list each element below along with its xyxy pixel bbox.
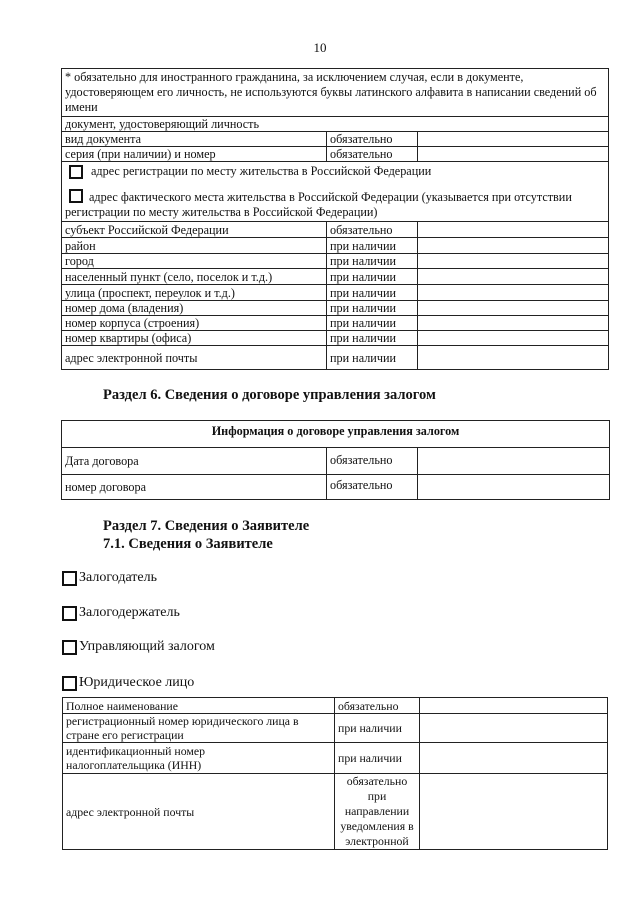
row-status: обязательно (327, 132, 418, 147)
row-label: район (62, 238, 327, 254)
building-number-field[interactable] (418, 316, 609, 331)
row-status: при наличии (335, 743, 420, 774)
row-status: при наличии (327, 301, 418, 316)
row-status: при наличии (335, 714, 420, 743)
legal-entity-table (62, 697, 608, 850)
row-label: Полное наименование (63, 698, 335, 714)
row-status: обязательно (327, 222, 418, 238)
district-field[interactable] (418, 238, 609, 254)
table-row (62, 132, 609, 147)
house-number-field[interactable] (418, 301, 609, 316)
address-option-actual[interactable] (65, 189, 605, 220)
table-row (63, 714, 608, 743)
address-option-label: адрес фактического места жительства в Российской Федерации (указывается при отсутствии регистрации по месту жительства в Российской Федерации) (65, 190, 572, 219)
role-label: Залогодержатель (79, 605, 180, 620)
role-label: Юридическое лицо (79, 675, 195, 690)
role-label: Управляющий залогом (79, 639, 215, 654)
role-pledge-manager[interactable] (62, 639, 215, 655)
page-number: 10 (313, 40, 327, 55)
row-status: обязательно (327, 475, 418, 500)
row-label: номер квартиры (офиса) (62, 331, 327, 346)
row-label: населенный пункт (село, поселок и т.д.) (62, 269, 327, 285)
region-field[interactable] (418, 222, 609, 238)
table-row (62, 448, 610, 475)
document-type-field[interactable] (418, 132, 609, 147)
row-status: обязательно (327, 448, 418, 475)
entity-email-field[interactable] (420, 774, 608, 850)
address-type-options (62, 162, 609, 222)
row-label: адрес электронной почты (62, 346, 327, 370)
row-status: обязательно при направлении уведомления в электронной (335, 774, 420, 850)
row-status: обязательно (327, 147, 418, 162)
section-7-title: Раздел 7. Сведения о Заявителе (103, 518, 310, 534)
table-row (62, 316, 609, 331)
table-row (62, 238, 609, 254)
foreign-citizen-note: * обязательно для иностранного гражданина, за исключением случая, если в документе, удостоверяющем его личность, не используются буквы латинского алфавита в написании сведений об имени (62, 69, 609, 117)
street-field[interactable] (418, 285, 609, 301)
row-status: при наличии (327, 346, 418, 370)
row-label: идентификационный номер налогоплательщика (ИНН) (63, 743, 335, 774)
row-status: при наличии (327, 238, 418, 254)
apartment-number-field[interactable] (418, 331, 609, 346)
table-row (63, 698, 608, 714)
checkbox-icon[interactable] (62, 571, 77, 586)
checkbox-icon[interactable] (69, 165, 83, 179)
registration-number-field[interactable] (420, 714, 608, 743)
table-row (63, 743, 608, 774)
table-row (62, 222, 609, 238)
row-status: при наличии (327, 254, 418, 269)
management-agreement-table (61, 420, 610, 500)
row-label: город (62, 254, 327, 269)
table-row (62, 254, 609, 269)
row-status: при наличии (327, 285, 418, 301)
role-pledgor[interactable] (62, 570, 157, 586)
role-pledgee[interactable] (62, 605, 180, 621)
checkbox-icon[interactable] (62, 606, 77, 621)
table-row (62, 331, 609, 346)
id-document-label: документ, удостоверяющий личность (62, 117, 609, 132)
address-option-registration[interactable] (69, 164, 605, 179)
table-row (62, 269, 609, 285)
row-label: Дата договора (62, 448, 327, 475)
city-field[interactable] (418, 254, 609, 269)
table-row (62, 346, 609, 370)
settlement-field[interactable] (418, 269, 609, 285)
table-row (62, 301, 609, 316)
row-status: обязательно (335, 698, 420, 714)
checkbox-icon[interactable] (62, 640, 77, 655)
checkbox-icon[interactable] (69, 189, 83, 203)
table-header: Информация о договоре управления залогом (62, 421, 610, 448)
row-label: номер корпуса (строения) (62, 316, 327, 331)
row-status: при наличии (327, 269, 418, 285)
row-label: улица (проспект, переулок и т.д.) (62, 285, 327, 301)
row-label: адрес электронной почты (63, 774, 335, 850)
agreement-number-field[interactable] (418, 475, 610, 500)
section-6-title: Раздел 6. Сведения о договоре управления залогом (103, 387, 436, 403)
document-number-field[interactable] (418, 147, 609, 162)
row-label: субъект Российской Федерации (62, 222, 327, 238)
row-label: вид документа (62, 132, 327, 147)
inn-field[interactable] (420, 743, 608, 774)
section-7-1-subtitle: 7.1. Сведения о Заявителе (103, 536, 273, 552)
table-row (62, 147, 609, 162)
address-option-label: адрес регистрации по месту жительства в Российской Федерации (91, 164, 432, 178)
row-label: серия (при наличии) и номер (62, 147, 327, 162)
agreement-date-field[interactable] (418, 448, 610, 475)
role-label: Залогодатель (79, 570, 158, 585)
row-label: номер договора (62, 475, 327, 500)
row-status: при наличии (327, 331, 418, 346)
table-row (62, 285, 609, 301)
full-name-field[interactable] (420, 698, 608, 714)
table-row (62, 475, 610, 500)
person-details-table (61, 68, 609, 370)
table-row (63, 774, 608, 850)
row-label: номер дома (владения) (62, 301, 327, 316)
row-label: регистрационный номер юридического лица в стране его регистрации (63, 714, 335, 743)
role-legal-entity[interactable] (62, 675, 194, 691)
row-status: при наличии (327, 316, 418, 331)
checkbox-icon[interactable] (62, 676, 77, 691)
email-field[interactable] (418, 346, 609, 370)
